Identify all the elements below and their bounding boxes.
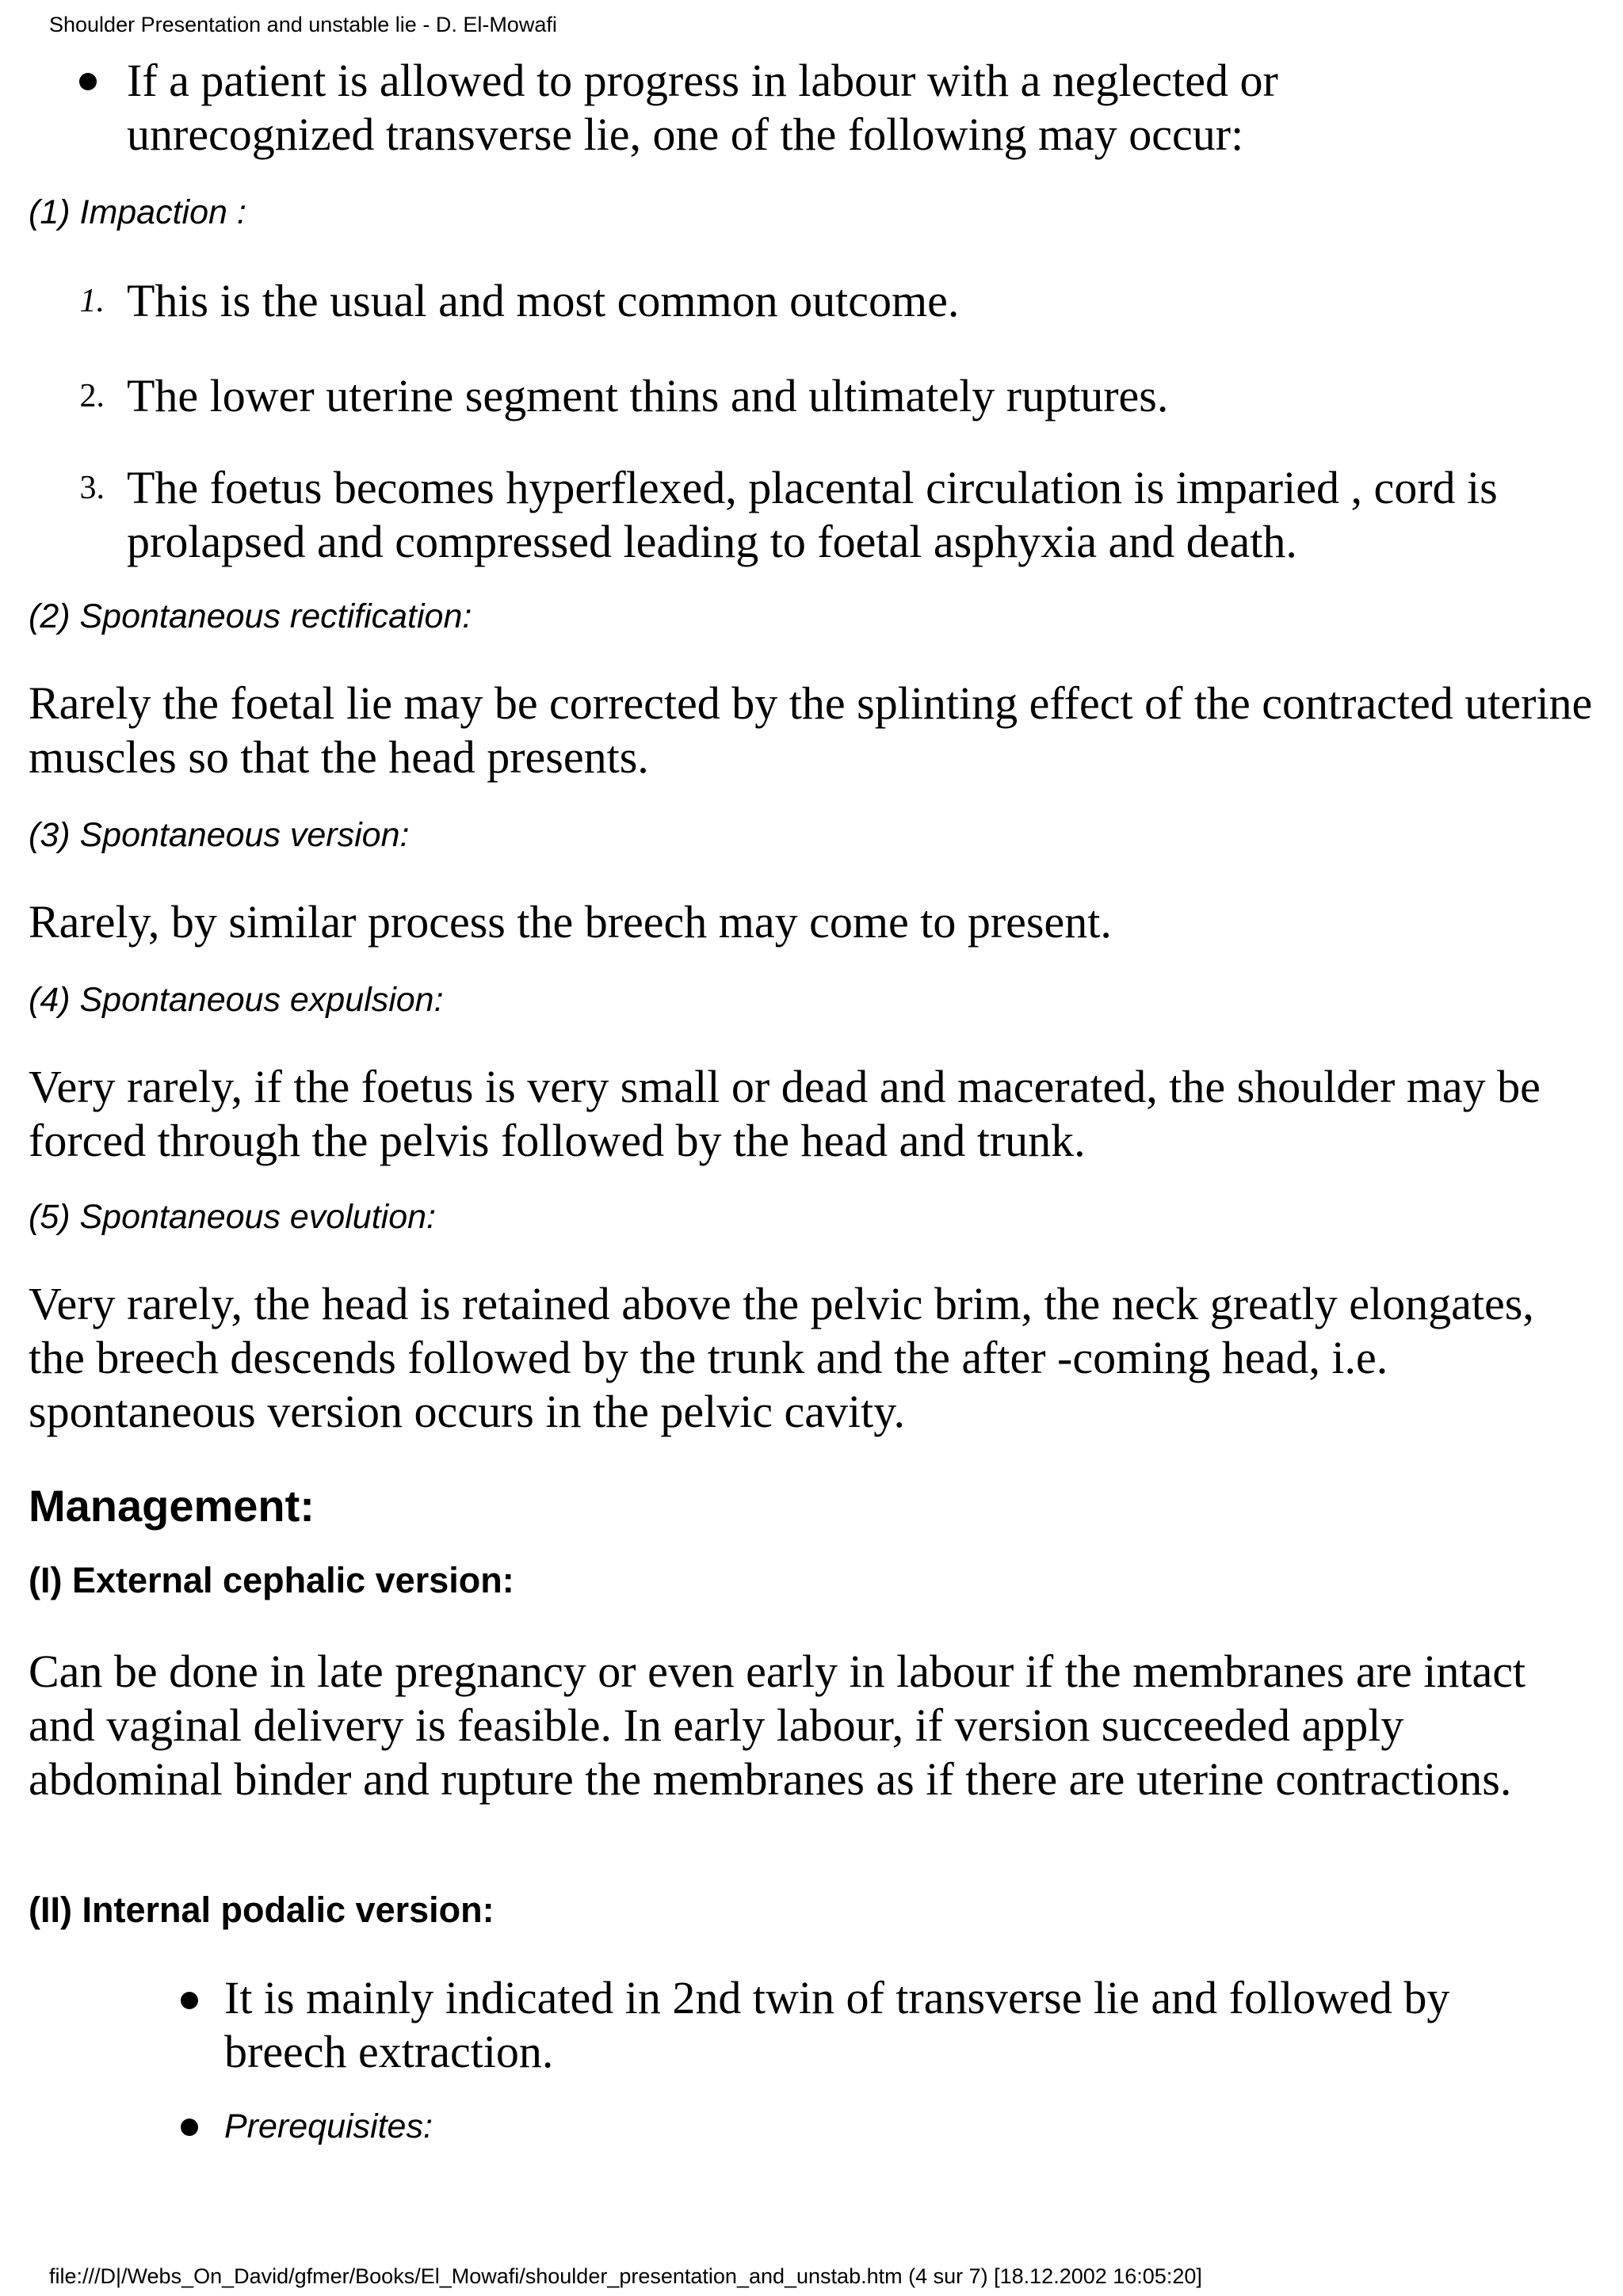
list-number: 3. (79, 470, 105, 506)
external-version-paragraph: Can be done in late pregnancy or even early in labour if the membranes are intact and vaginal delivery is feasible. In early labour, if version succeeded apply abdominal binder and rupture the membranes as if there are uterine contractions. (29, 1646, 1526, 1805)
bullet-icon (181, 2119, 198, 2136)
version-paragraph: Rarely, by similar process the breech may come to present. (29, 896, 1112, 948)
internal-indication-item: It is mainly indicated in 2nd twin of transverse lie and followed by breech extraction. (224, 1972, 1450, 2077)
bullet-icon (181, 1992, 198, 2009)
prerequisites-item: Prerequisites: (224, 2107, 433, 2145)
impaction-heading: (1) Impaction : (29, 193, 246, 231)
external-version-heading: (I) External cephalic version: (29, 1560, 514, 1600)
intro-paragraph: If a patient is allowed to progress in labour with a neglected or unrecognized transverse lie, one of the following may occur: (127, 55, 1278, 160)
list-item: The foetus becomes hyperflexed, placental circulation is imparied , cord is prolapsed and compressed leading to foetal asphyxia and death. (127, 462, 1498, 567)
rectification-paragraph: Rarely the foetal lie may be corrected by the splinting effect of the contracted uterine muscles so that the head presents. (29, 677, 1593, 783)
expulsion-heading: (4) Spontaneous expulsion: (29, 981, 444, 1019)
version-heading: (3) Spontaneous version: (29, 816, 410, 854)
list-item: This is the usual and most common outcome. (127, 275, 960, 326)
management-heading: Management: (29, 1481, 315, 1531)
evolution-paragraph: Very rarely, the head is retained above the pelvic brim, the neck greatly elongates, the breech descends followed by the trunk and the after -coming head, i.e. spontaneous version occurs in the pelvic cavity. (29, 1278, 1534, 1437)
page-footer: file:///D|/Webs_On_David/gfmer/Books/El_Mowafi/shoulder_presentation_and_unstab.htm (4 sur 7) [18.12.2002 16:05:20] (49, 2264, 1202, 2288)
bullet-icon (79, 73, 97, 90)
rectification-heading: (2) Spontaneous rectification: (29, 597, 472, 635)
expulsion-paragraph: Very rarely, if the foetus is very small or dead and macerated, the shoulder may be forced through the pelvis followed by the head and trunk. (29, 1061, 1541, 1166)
evolution-heading: (5) Spontaneous evolution: (29, 1198, 436, 1236)
internal-version-heading: (II) Internal podalic version: (29, 1890, 495, 1930)
list-number: 1. (79, 283, 105, 319)
list-number: 2. (79, 378, 105, 414)
page-header: Shoulder Presentation and unstable lie - D. El-Mowafi (49, 13, 557, 36)
list-item: The lower uterine segment thins and ultimately ruptures. (127, 370, 1169, 421)
